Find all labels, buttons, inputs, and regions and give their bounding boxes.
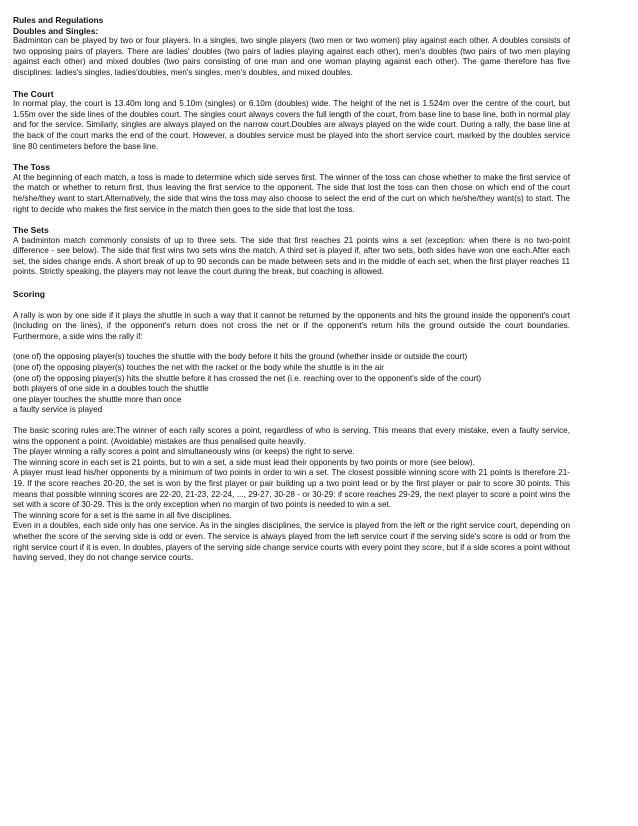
- list-item: both players of one side in a doubles touch the shuttle: [13, 384, 209, 394]
- intro-paragraph: Badminton can be played by two or four players. In a singles, two single players (two men or two women) play against each other. A doubles consists of two opposing pairs of players. There are ladies' doubles (two pairs of ladies playing against each other), men's doubles (two pairs of two men playing against each other) and mixed doubles (two pairs consisting of one man and one woman playing against each other). The game therefore has five disciplines: ladies's singles, ladies'doubles, men's singles, men's doubles, and mixed doubles.: [13, 36, 570, 77]
- document-title: Rules and Regulations: [13, 15, 104, 25]
- toss-heading: The Toss: [13, 162, 51, 173]
- court-paragraph: In normal play, the court is 13.40m long and 5.10m (singles) or 6.10m (doubles) wide. The height of the net is 1.524m over the centre of the court, but 1.55m over the side lines of the doubles court. The singles court always covers the full length of the court, from base line to base line, both in normal play and for the service. Similarly, singles are always played on the narrow court.Doubles are always played on the wide court. During a rally, the base line at the back of the court marks the end of the court. However, a doubles service must be played into the short service court, marked by the doubles service line 80 centimeters before the base line.: [13, 99, 570, 151]
- scoring-rule: A player must lead his/her opponents by a minimum of two points in order to win a set. The closest possible winning score with 21 points is therefore 21-19. If the score reaches 20-20, the set is won by the first player or pair building up a two point lead or by the first player or pair to score 30 points. This means that possible winning scores are 22-20, 21-23, 22-24, ..., 29-27, 30-28 - or 30-29: if score reaches 29-29, the next player to score a point wins the set with a score of 30-29. This is the only exception when no margin of two points is needed to win a set.: [13, 468, 570, 510]
- court-heading: The Court: [13, 88, 54, 99]
- scoring-rule: The player winning a rally scores a point and simultaneously wins (or keeps) the right to serve.: [13, 447, 355, 457]
- spacer: [13, 416, 570, 426]
- list-item: (one of) the opposing player(s) hits the shuttle before it has crossed the net (i.e. reaching over to the opponent's side of the court): [13, 373, 482, 383]
- rally-paragraph: A rally is won by one side if it plays the shuttle in such a way that it cannot be returned by the opponents and hits the ground inside the opponent's court (including on the lines), if the opponent's return does not cross the net or if the opponent's return hits the ground outside the court boundaries. Furthermore, a side wins the rally if:: [13, 310, 570, 341]
- scoring-heading: Scoring: [13, 289, 45, 300]
- list-item: a faulty service is played: [13, 405, 103, 415]
- doubles-singles-subtitle: Doubles and Singles:: [13, 25, 99, 36]
- scoring-rules-list: [13, 426, 570, 564]
- scoring-rule: Even in a doubles, each side only has one service. As in the singles disciplines, the service is played from the left or the right service court, depending on whether the score of the serving side is odd or even. The service is always played from the left service court if the serving side's score is odd or from the right service court if it is even. In doubles, players of the serving side change service courts with every point they score, but if a side scores a point without having served, they do not change service courts.: [13, 521, 570, 563]
- sets-paragraph: A badminton match commonly consists of up to three sets. The side that first reaches 21 points wins a set (exception: when there is no two-point difference - see below). The side that first wins two sets wins the match. A third set is played if, after two sets, both sides have won one each.After each set, the sides change ends. A short break of up to 90 seconds can be made between sets and in the middle of each set, when the first player reaches 11 points. Strictly speaking, the players may not leave the court during the break, but coaching is allowed.: [13, 235, 570, 277]
- list-item: one player touches the shuttle more than once: [13, 394, 182, 404]
- scoring-rule: The winning score in each set is 21 points, but to win a set, a side must lead their opponents by two points or more (see below).: [13, 457, 475, 467]
- scoring-rule: The basic scoring rules are:The winner of each rally scores a point, regardless of who is serving. This means that every mistake, even a faulty service, wins the opponent a point. (Avoidable) mistakes are thus penalised quite heavily.: [13, 426, 570, 446]
- spacer: [13, 342, 570, 352]
- list-item: (one of) the opposing player(s) touches the shuttle with the body before it hits the ground (whether inside or outside the court): [13, 352, 468, 362]
- rally-conditions-list: [13, 352, 570, 416]
- list-item: (one of) the opposing player(s) touches the net with the racket or the body while the shuttle is in the air: [13, 363, 384, 373]
- sets-heading: The Sets: [13, 225, 49, 236]
- toss-paragraph: At the beginning of each match, a toss is made to determine which side serves first. The winner of the toss can chose whether to make the first service of the match or whether to return first, thus leaving the first service to the opponent. The side that lost the toss can then chose on which end of the court he/she/they want to start.Alternatively, the side that wins the toss may also choose to select the end of the curt on which he/she/they want(s) to start. The right to decide who makes the first service in the match then goes to the side that lost the toss.: [13, 172, 570, 214]
- scoring-rule: The winning score for a set is the same in all five disciplines.: [13, 510, 232, 520]
